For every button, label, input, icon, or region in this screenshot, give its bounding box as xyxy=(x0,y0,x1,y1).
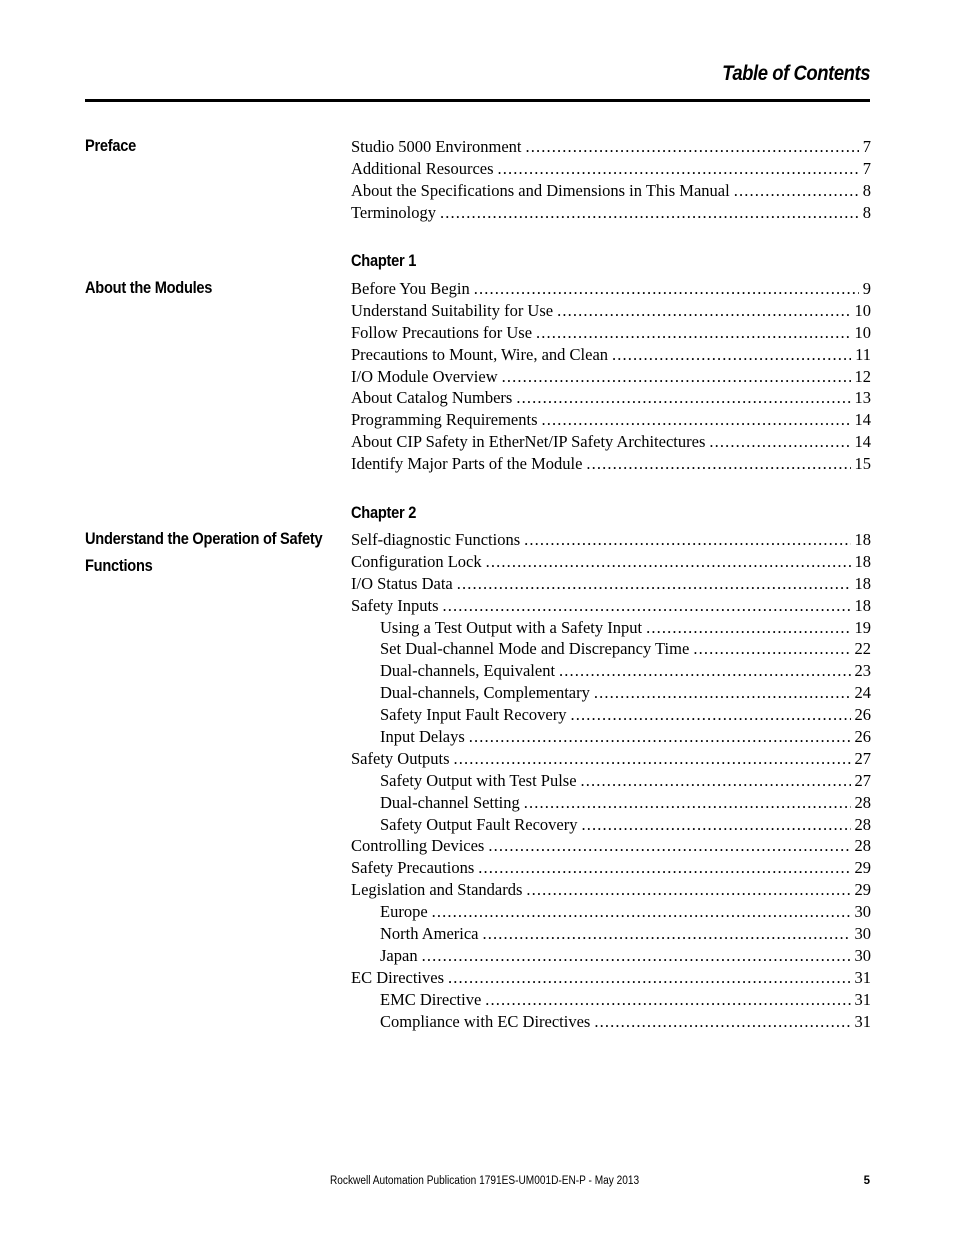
toc-entry[interactable] xyxy=(351,705,871,727)
toc-dot-leader xyxy=(457,574,851,594)
toc-entry-title: Precautions to Mount, Wire, and Clean xyxy=(351,344,609,364)
toc-entry-page: 9 xyxy=(862,279,871,298)
toc-entry[interactable] xyxy=(351,924,871,946)
toc-dot-leader xyxy=(486,552,851,572)
toc-dot-leader xyxy=(502,367,851,387)
toc-entry-page: 26 xyxy=(854,727,871,747)
toc-entry[interactable] xyxy=(351,159,871,181)
toc-dot-leader xyxy=(440,203,859,223)
toc-entries-chapter-1 xyxy=(351,279,871,476)
toc-entry-page: 18 xyxy=(854,530,871,549)
footer-page-number: 5 xyxy=(863,1175,870,1187)
toc-entry-page: 23 xyxy=(854,661,871,681)
toc-entry[interactable] xyxy=(351,858,871,880)
toc-entry-page: 15 xyxy=(854,454,871,474)
toc-entry[interactable] xyxy=(351,367,871,389)
toc-dot-leader xyxy=(612,345,851,365)
toc-dot-leader xyxy=(646,618,850,638)
toc-entry[interactable] xyxy=(351,836,871,858)
toc-entry[interactable] xyxy=(351,596,871,618)
toc-entries-chapter-2 xyxy=(351,530,871,1033)
toc-dot-leader xyxy=(524,793,851,813)
toc-entry[interactable] xyxy=(351,683,871,705)
toc-entry[interactable] xyxy=(351,661,871,683)
toc-entry-title: Dual-channel Setting xyxy=(380,792,520,812)
toc-entry[interactable] xyxy=(351,880,871,902)
title-rule xyxy=(85,99,870,102)
toc-entry-page: 28 xyxy=(854,792,871,812)
toc-entry[interactable] xyxy=(351,301,871,323)
toc-entry-page: 24 xyxy=(854,683,871,703)
toc-entry-page: 10 xyxy=(854,322,871,342)
toc-dot-leader xyxy=(485,990,850,1010)
toc-entry-title: Safety Inputs xyxy=(351,595,439,615)
toc-dot-leader xyxy=(542,410,851,430)
toc-entry-page: 11 xyxy=(855,344,871,364)
toc-entry[interactable] xyxy=(351,345,871,367)
toc-entry-title: I/O Module Overview xyxy=(351,366,498,386)
toc-entry-title: About CIP Safety in EtherNet/IP Safety Architectures xyxy=(351,432,706,452)
toc-entry-title: Follow Precautions for Use xyxy=(351,322,533,342)
toc-entry-title: About Catalog Numbers xyxy=(351,388,513,408)
toc-entry-page: 30 xyxy=(854,902,871,922)
toc-dot-leader xyxy=(443,596,851,616)
toc-entry[interactable] xyxy=(351,323,871,345)
toc-entry[interactable] xyxy=(351,727,871,749)
page-title: Table of Contents xyxy=(722,62,870,85)
toc-entry-page: 7 xyxy=(862,158,871,178)
toc-dot-leader xyxy=(693,639,850,659)
toc-entry-page: 18 xyxy=(854,573,871,593)
toc-dot-leader xyxy=(526,137,859,157)
toc-entry[interactable] xyxy=(351,793,871,815)
toc-entry-page: 14 xyxy=(854,410,871,430)
toc-entry-page: 28 xyxy=(854,836,871,856)
toc-entry[interactable] xyxy=(351,137,871,159)
toc-dot-leader xyxy=(734,181,859,201)
toc-entry-title: Set Dual-channel Mode and Discrepancy Time xyxy=(380,639,690,659)
toc-entry-page: 31 xyxy=(854,967,871,987)
toc-entry-page: 12 xyxy=(854,366,871,386)
toc-dot-leader xyxy=(594,1012,850,1032)
toc-entry-title: EMC Directive xyxy=(380,989,482,1009)
toc-entry-page: 30 xyxy=(854,945,871,965)
toc-entry[interactable] xyxy=(351,771,871,793)
toc-entry-title: Safety Output with Test Pulse xyxy=(380,770,577,790)
toc-dot-leader xyxy=(498,159,859,179)
toc-entry[interactable] xyxy=(351,454,871,476)
toc-entry-page: 27 xyxy=(854,748,871,768)
toc-entry-page: 28 xyxy=(854,814,871,834)
toc-entry[interactable] xyxy=(351,990,871,1012)
toc-entries-preface xyxy=(351,137,871,225)
toc-entry-page: 27 xyxy=(854,770,871,790)
toc-entry-page: 30 xyxy=(854,924,871,944)
toc-dot-leader xyxy=(526,880,850,900)
toc-entry-title: Safety Outputs xyxy=(351,748,450,768)
toc-entry-page: 10 xyxy=(854,300,871,320)
toc-dot-leader xyxy=(594,683,851,703)
toc-entry-page: 8 xyxy=(862,202,871,222)
toc-dot-leader xyxy=(454,749,851,769)
toc-entry[interactable] xyxy=(351,946,871,968)
toc-entry[interactable] xyxy=(351,410,871,432)
toc-entry-title: Terminology xyxy=(351,202,436,222)
toc-dot-leader xyxy=(488,836,850,856)
chapter-2-label: Chapter 2 xyxy=(351,503,417,522)
toc-entry[interactable] xyxy=(351,749,871,771)
toc-entry-page: 29 xyxy=(854,858,871,878)
toc-entry-title: Controlling Devices xyxy=(351,836,485,856)
toc-entry-title: I/O Status Data xyxy=(351,573,453,593)
toc-entry-title: Identify Major Parts of the Module xyxy=(351,454,583,474)
toc-entry-page: 8 xyxy=(862,180,871,200)
toc-entry-title: Additional Resources xyxy=(351,158,494,178)
toc-entry-title: North America xyxy=(380,924,479,944)
toc-entry-title: Studio 5000 Environment xyxy=(351,137,522,156)
toc-entry[interactable] xyxy=(351,1012,871,1034)
toc-entry[interactable] xyxy=(351,639,871,661)
toc-entry-title: Self-diagnostic Functions xyxy=(351,530,521,549)
section-heading-operation-safety: Understand the Operation of Safety Functions xyxy=(85,529,323,575)
toc-entry-page: 7 xyxy=(862,137,871,156)
toc-entry[interactable] xyxy=(351,815,871,837)
toc-entry-title: Safety Precautions xyxy=(351,858,475,878)
toc-entry-title: Safety Output Fault Recovery xyxy=(380,814,578,834)
toc-dot-leader xyxy=(571,705,851,725)
toc-entry-page: 14 xyxy=(854,432,871,452)
toc-entry-title: Programming Requirements xyxy=(351,410,538,430)
toc-dot-leader xyxy=(709,432,850,452)
toc-dot-leader xyxy=(559,661,850,681)
toc-entry-title: Before You Begin xyxy=(351,279,470,298)
toc-entry-page: 31 xyxy=(854,1011,871,1031)
toc-entry[interactable] xyxy=(351,574,871,596)
toc-entry-page: 22 xyxy=(854,639,871,659)
toc-dot-leader xyxy=(474,279,859,299)
toc-entry-title: Japan xyxy=(380,945,418,965)
toc-entry-page: 29 xyxy=(854,880,871,900)
toc-dot-leader xyxy=(536,323,850,343)
toc-entry[interactable] xyxy=(351,618,871,640)
toc-dot-leader xyxy=(469,727,851,747)
toc-dot-leader xyxy=(483,924,851,944)
toc-entry-title: Using a Test Output with a Safety Input xyxy=(380,617,643,637)
footer-publication: Rockwell Automation Publication 1791ES-UM001D-EN-P - May 2013 xyxy=(330,1175,640,1187)
toc-entry[interactable] xyxy=(351,530,871,552)
toc-entry-title: Configuration Lock xyxy=(351,551,482,571)
toc-entry[interactable] xyxy=(351,902,871,924)
toc-entry-title: EC Directives xyxy=(351,967,445,987)
toc-entry-title: About the Specifications and Dimensions in This Manual xyxy=(351,180,730,200)
toc-entry-page: 31 xyxy=(854,989,871,1009)
toc-dot-leader xyxy=(582,815,851,835)
toc-entry-page: 26 xyxy=(854,705,871,725)
toc-dot-leader xyxy=(432,902,851,922)
toc-entry-page: 18 xyxy=(854,595,871,615)
toc-entry[interactable] xyxy=(351,279,871,301)
toc-entry-title: Understand Suitability for Use xyxy=(351,300,554,320)
toc-entry[interactable] xyxy=(351,552,871,574)
toc-entry-page: 18 xyxy=(854,551,871,571)
toc-dot-leader xyxy=(524,530,850,550)
toc-entry[interactable] xyxy=(351,181,871,203)
toc-entry-title: Dual-channels, Equivalent xyxy=(380,661,556,681)
toc-dot-leader xyxy=(422,946,851,966)
toc-entry[interactable] xyxy=(351,968,871,990)
toc-dot-leader xyxy=(516,388,850,408)
toc-entry-title: Dual-channels, Complementary xyxy=(380,683,590,703)
section-heading-preface: Preface xyxy=(85,136,137,155)
toc-dot-leader xyxy=(478,858,850,878)
toc-entry-page: 13 xyxy=(854,388,871,408)
toc-entry-title: Legislation and Standards xyxy=(351,880,523,900)
section-heading-about-modules: About the Modules xyxy=(85,278,213,297)
toc-entry-title: Input Delays xyxy=(380,727,465,747)
toc-entry[interactable] xyxy=(351,203,871,225)
toc-entry[interactable] xyxy=(351,388,871,410)
toc-dot-leader xyxy=(557,301,850,321)
toc-entry-title: Safety Input Fault Recovery xyxy=(380,705,567,725)
toc-entry[interactable] xyxy=(351,432,871,454)
toc-entry-page: 19 xyxy=(854,617,871,637)
toc-dot-leader xyxy=(448,968,850,988)
chapter-1-label: Chapter 1 xyxy=(351,251,417,270)
toc-dot-leader xyxy=(581,771,851,791)
toc-entry-title: Europe xyxy=(380,902,428,922)
toc-entry-title: Compliance with EC Directives xyxy=(380,1011,591,1031)
toc-dot-leader xyxy=(586,454,850,474)
